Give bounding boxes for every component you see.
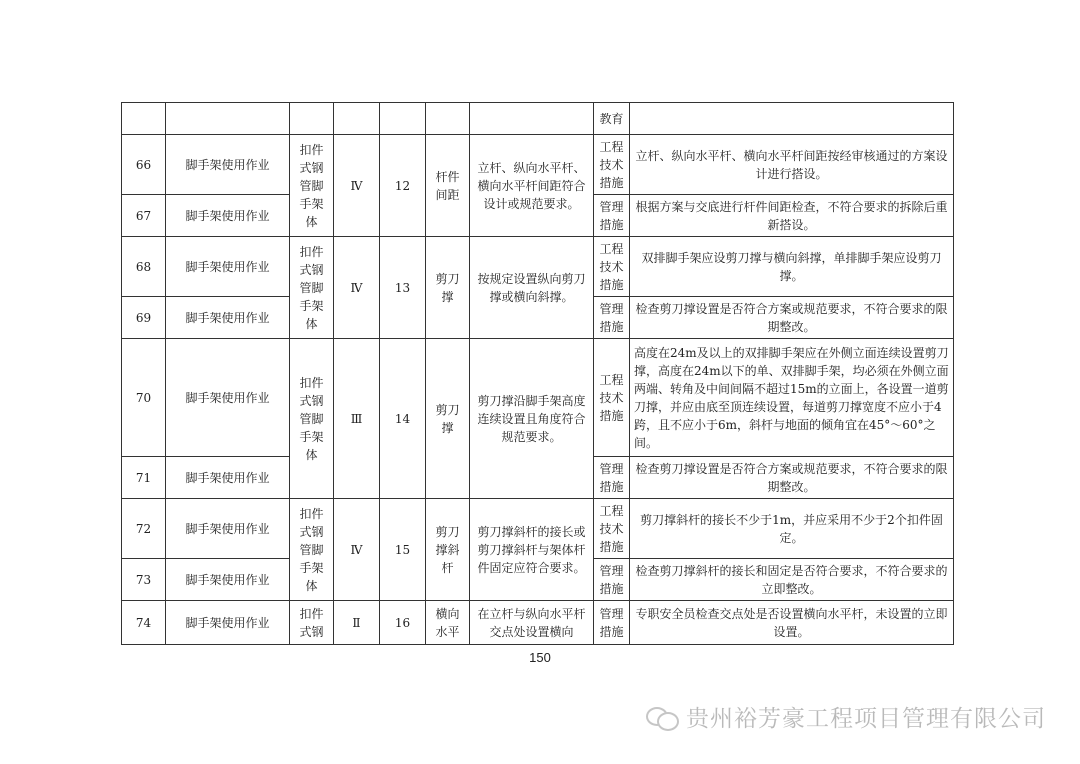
cell-equip: 扣件式钢管脚手架体 <box>290 499 334 601</box>
cell-item: 立杆、纵向水平杆、横向水平杆间距符合设计或规范要求。 <box>470 135 594 237</box>
cell-hazard: 剪刀撑斜杆 <box>426 499 470 601</box>
cell-work: 脚手架使用作业 <box>166 339 290 457</box>
watermark-text: 贵州裕芳豪工程项目管理有限公司 <box>686 706 1046 732</box>
hazard-table <box>121 102 954 645</box>
table-row <box>122 601 954 645</box>
cell-work <box>166 103 290 135</box>
table-row <box>122 103 954 135</box>
cell-equip <box>290 103 334 135</box>
cell-measure-type: 管理措施 <box>594 195 630 237</box>
cell-work: 脚手架使用作业 <box>166 457 290 499</box>
cell-item: 剪刀撑沿脚手架高度连续设置且角度符合规范要求。 <box>470 339 594 499</box>
cell-seq: 15 <box>380 499 426 601</box>
cell-seq: 13 <box>380 237 426 339</box>
cell-work: 脚手架使用作业 <box>166 559 290 601</box>
cell-hazard <box>426 103 470 135</box>
cell-hazard: 横向水平 <box>426 601 470 645</box>
cell-measure-type: 管理措施 <box>594 297 630 339</box>
cell-measure-type: 工程技术措施 <box>594 499 630 559</box>
cell-item: 按规定设置纵向剪刀撑或横向斜撑。 <box>470 237 594 339</box>
cell-level: Ⅳ <box>334 499 380 601</box>
cell-measure: 立杆、纵向水平杆、横向水平杆间距按经审核通过的方案设计进行搭设。 <box>630 135 954 195</box>
page-number: 150 <box>529 650 551 665</box>
cell-item: 在立杆与纵向水平杆交点处设置横向 <box>470 601 594 645</box>
cell-measure: 检查剪刀撑设置是否符合方案或规范要求，不符合要求的限期整改。 <box>630 457 954 499</box>
cell-seq: 12 <box>380 135 426 237</box>
cell-measure-type: 工程技术措施 <box>594 135 630 195</box>
cell-work: 脚手架使用作业 <box>166 499 290 559</box>
table-row <box>122 237 954 297</box>
cell-level: Ⅱ <box>334 601 380 645</box>
cell-item <box>470 103 594 135</box>
table-row <box>122 135 954 195</box>
cell-no: 71 <box>122 457 166 499</box>
cell-hazard: 剪刀撑 <box>426 339 470 499</box>
cell-level: Ⅲ <box>334 339 380 499</box>
cell-equip: 扣件式钢管脚手架体 <box>290 237 334 339</box>
cell-measure-type: 管理措施 <box>594 457 630 499</box>
cell-no: 70 <box>122 339 166 457</box>
cell-no: 67 <box>122 195 166 237</box>
wechat-icon <box>646 705 680 729</box>
cell-equip: 扣件式钢管脚手架体 <box>290 339 334 499</box>
cell-measure: 检查剪刀撑设置是否符合方案或规范要求，不符合要求的限期整改。 <box>630 297 954 339</box>
cell-work: 脚手架使用作业 <box>166 135 290 195</box>
cell-measure: 剪刀撑斜杆的接长不少于1m，并应采用不少于2个扣件固定。 <box>630 499 954 559</box>
cell-measure: 检查剪刀撑斜杆的接长和固定是否符合要求，不符合要求的立即整改。 <box>630 559 954 601</box>
cell-measure-type: 教育 <box>594 103 630 135</box>
cell-no: 69 <box>122 297 166 339</box>
cell-measure-type: 工程技术措施 <box>594 237 630 297</box>
cell-no: 66 <box>122 135 166 195</box>
watermark <box>646 700 1046 733</box>
cell-measure: 高度在24m及以上的双排脚手架应在外侧立面连续设置剪刀撑，高度在24m以下的单、双排脚手架，均必须在外侧立面两端、转角及中间间隔不超过15m的立面上，各设置一道剪刀撑，并应由底至顶连续设置，每道剪刀撑宽度不应小于4跨，且不应小于6m，斜杆与地面的倾角宜在45°～60°之间。 <box>630 339 954 457</box>
cell-level: Ⅳ <box>334 135 380 237</box>
cell-measure-type: 管理措施 <box>594 559 630 601</box>
cell-measure-type: 管理措施 <box>594 601 630 645</box>
cell-hazard: 剪刀撑 <box>426 237 470 339</box>
cell-seq: 14 <box>380 339 426 499</box>
cell-no: 74 <box>122 601 166 645</box>
cell-item: 剪刀撑斜杆的接长或剪刀撑斜杆与架体杆件固定应符合要求。 <box>470 499 594 601</box>
cell-work: 脚手架使用作业 <box>166 601 290 645</box>
cell-no: 72 <box>122 499 166 559</box>
cell-no: 73 <box>122 559 166 601</box>
cell-work: 脚手架使用作业 <box>166 297 290 339</box>
table-row <box>122 339 954 457</box>
cell-measure-type: 工程技术措施 <box>594 339 630 457</box>
cell-hazard: 杆件间距 <box>426 135 470 237</box>
cell-no <box>122 103 166 135</box>
cell-measure: 根据方案与交底进行杆件间距检查，不符合要求的拆除后重新搭设。 <box>630 195 954 237</box>
cell-seq <box>380 103 426 135</box>
cell-measure: 专职安全员检查交点处是否设置横向水平杆，未设置的立即设置。 <box>630 601 954 645</box>
cell-measure: 双排脚手架应设剪刀撑与横向斜撑，单排脚手架应设剪刀撑。 <box>630 237 954 297</box>
cell-no: 68 <box>122 237 166 297</box>
cell-work: 脚手架使用作业 <box>166 237 290 297</box>
cell-work: 脚手架使用作业 <box>166 195 290 237</box>
cell-level: Ⅳ <box>334 237 380 339</box>
cell-equip: 扣件式钢 <box>290 601 334 645</box>
table-row <box>122 499 954 559</box>
cell-measure <box>630 103 954 135</box>
cell-seq: 16 <box>380 601 426 645</box>
cell-equip: 扣件式钢管脚手架体 <box>290 135 334 237</box>
cell-level <box>334 103 380 135</box>
